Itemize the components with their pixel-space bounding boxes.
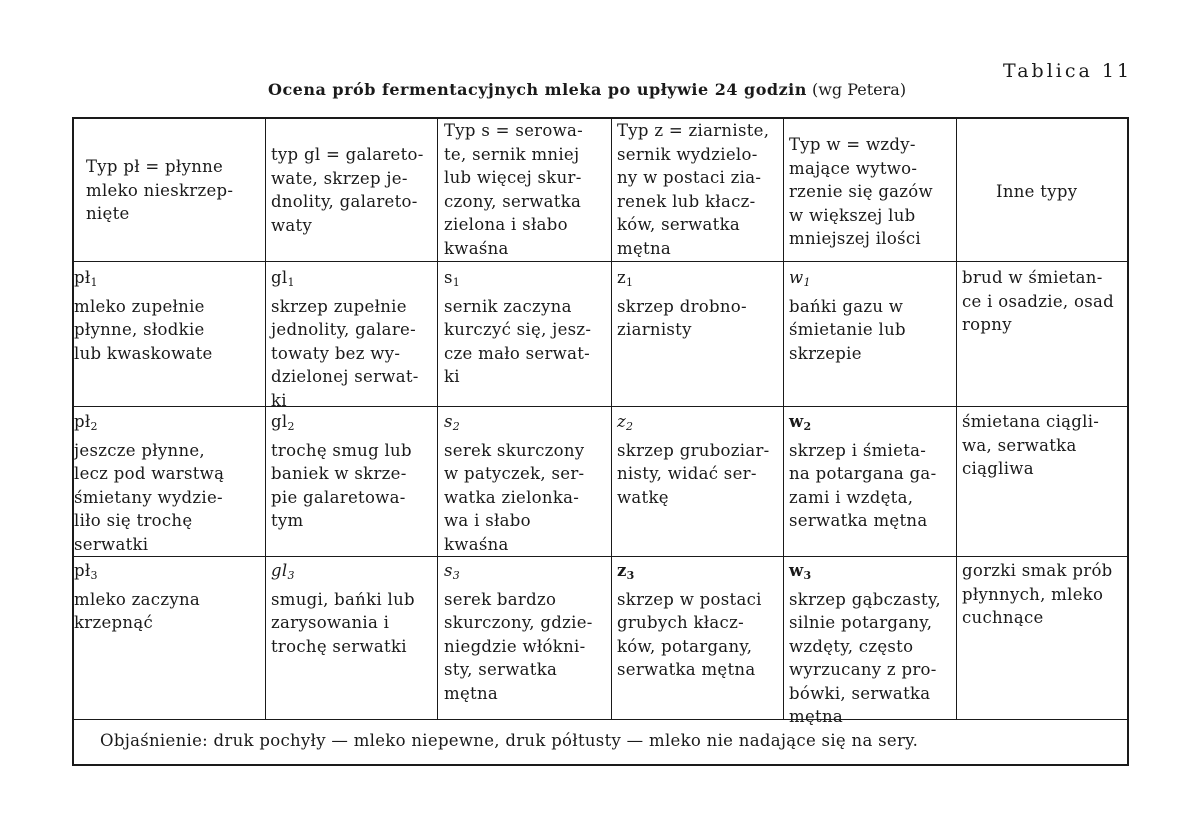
table-number: Tablica 11 xyxy=(1003,60,1133,82)
table-cell: $z_2$ skrzep gruboziar- nisty, widać ser- watkę xyxy=(617,412,770,507)
cell-code: $gl_1$ xyxy=(271,268,295,289)
cell-code: $z_2$ xyxy=(617,412,634,433)
table-cell: $s_3$ serek bardzo skurczony, gdzie- niegdzie włókni- sty, serwatka mętna xyxy=(444,561,593,703)
cell-code: $s_1$ xyxy=(444,268,461,289)
header-cell-s: Typ s = serowa- te, sernik mniej lub więcej skur- czony, serwatka zielona i słabo kwaśna xyxy=(444,121,584,258)
header-cell-z: Typ z = ziarniste, sernik wydzielo- ny w postaci zia- renek lub kłacz- ków, serwatka mętna xyxy=(617,121,770,258)
column-divider xyxy=(783,117,784,720)
header-cell-pl: Typ pł = płynne mleko nieskrzep- nięte xyxy=(86,157,234,223)
table-cell: $pł_1$ mleko zupełnie płynne, słodkie lub kwaskowate xyxy=(74,268,213,363)
cell-code: $pł_1$ xyxy=(74,268,98,289)
table-cell: gorzki smak prób płynnych, mleko cuchnące xyxy=(962,561,1113,627)
cell-code: $s_3$ xyxy=(444,561,461,582)
column-divider xyxy=(437,117,438,720)
cell-code: $pł_3$ xyxy=(74,561,98,582)
column-divider xyxy=(956,117,957,720)
table-cell: $gl_3$ smugi, bańki lub zarysowania i trochę serwatki xyxy=(271,561,415,656)
table-cell: $pł_2$ jeszcze płynne, lecz pod warstwą śmietany wydzie- liło się trochę serwatki xyxy=(74,412,225,554)
table-cell: $z_3$ skrzep w postaci grubych kłacz- ków, potargany, serwatka mętna xyxy=(617,561,762,679)
table-cell: brud w śmietan- ce i osadzie, osad ropny xyxy=(962,268,1114,334)
table-cell: $w_3$ skrzep gąbczasty, silnie potargany, wzdęty, często wyrzucany z pro- bówki, serwatka mętna xyxy=(789,561,941,726)
table-cell: $w_1$ bańki gazu w śmietanie lub skrzepie xyxy=(789,268,906,363)
cell-code: $gl_3$ xyxy=(271,561,295,582)
table-title xyxy=(268,80,948,99)
table-cell: $pł_3$ mleko zaczyna krzepnąć xyxy=(74,561,201,632)
cell-code: $w_3$ xyxy=(789,561,812,582)
table-cell: $gl_1$ skrzep zupełnie jednolity, galare- towaty bez wy- dzielonej serwat- ki xyxy=(271,268,419,410)
row-divider xyxy=(72,406,1129,407)
cell-code: $gl_2$ xyxy=(271,412,295,433)
cell-code: $z_3$ xyxy=(617,561,635,582)
table-cell: $gl_2$ trochę smug lub baniek w skrze- pie galaretowa- tym xyxy=(271,412,412,530)
column-divider xyxy=(611,117,612,720)
table-cell: $s_1$ sernik zaczyna kurczyć się, jesz- cze mało serwat- ki xyxy=(444,268,592,386)
row-divider xyxy=(72,719,1129,720)
cell-code: $w_1$ xyxy=(789,268,811,289)
title-main: Ocena prób fermentacyjnych mleka po upływie 24 godzin xyxy=(268,80,807,99)
cell-code: $z_1$ xyxy=(617,268,634,289)
row-divider xyxy=(72,261,1129,262)
header-cell-gl: typ gl = galareto- wate, skrzep je- dnolity, galareto- waty xyxy=(271,145,424,235)
header-cell-other: Inne typy xyxy=(996,182,1078,201)
explanation-note: Objaśnienie: druk pochyły — mleko niepewne, druk półtusty — mleko nie nadające się na sery. xyxy=(100,731,919,750)
cell-code: $pł_2$ xyxy=(74,412,98,433)
row-divider xyxy=(72,556,1129,557)
table-cell: $w_2$ skrzep i śmieta- na potargana ga- zami i wzdęta, serwatka mętna xyxy=(789,412,937,530)
header-cell-w: Typ w = wzdy- mające wytwo- rzenie się gazów w większej lub mniejszej ilości xyxy=(789,135,933,248)
cell-code: $s_2$ xyxy=(444,412,461,433)
table-cell: $z_1$ skrzep drobno- ziarnisty xyxy=(617,268,747,339)
cell-code: $w_2$ xyxy=(789,412,812,433)
table-cell: $s_2$ serek skurczony w patyczek, ser- watka zielonka- wa i słabo kwaśna xyxy=(444,412,585,554)
table-cell: śmietana ciągli- wa, serwatka ciągliwa xyxy=(962,412,1100,478)
title-source: (wg Petera) xyxy=(811,80,907,99)
column-divider xyxy=(265,117,266,720)
